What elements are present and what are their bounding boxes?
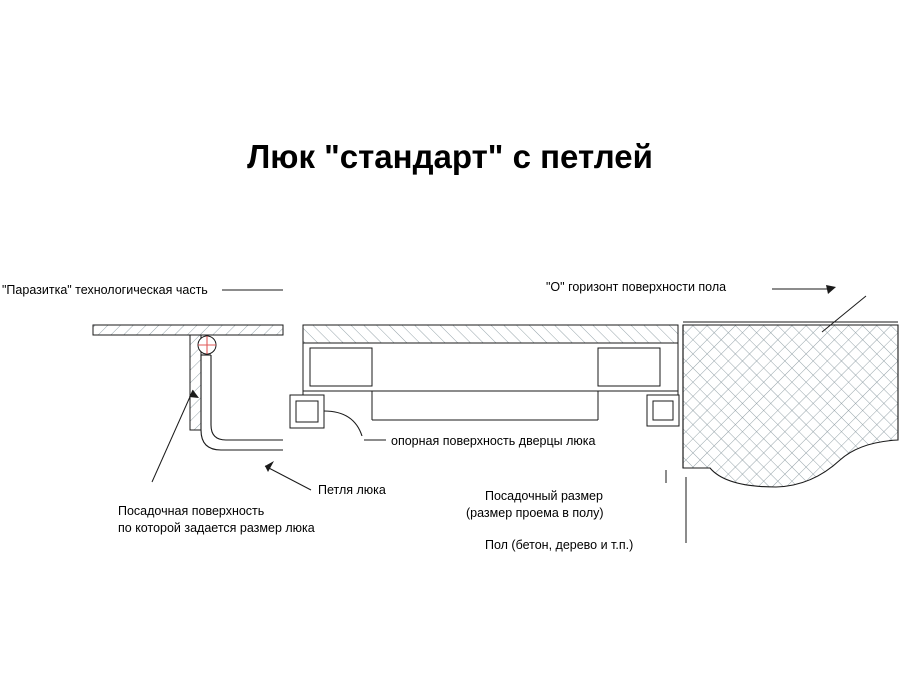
- label-seat-size-line1: Посадочный размер: [485, 489, 603, 503]
- label-seat-size-line2: (размер проема в полу): [466, 506, 604, 520]
- page-title: Люк "стандарт" с петлей: [247, 138, 653, 175]
- label-hinge: Петля люка: [318, 483, 386, 497]
- label-parasite: "Паразитка" технологическая часть: [2, 283, 208, 297]
- label-seat-surface-line2: по которой задается размер люка: [118, 521, 315, 535]
- label-floor-horizon: "О" горизонт поверхности пола: [546, 280, 727, 294]
- hatch-lid: [303, 325, 678, 420]
- label-support-surface: опорная поверхность дверцы люка: [391, 434, 596, 448]
- label-seat-surface-line1: Посадочная поверхность: [118, 504, 265, 518]
- label-floor-material: Пол (бетон, дерево и т.п.): [485, 538, 634, 552]
- hinge-pivot: [198, 336, 216, 354]
- technological-plate: [93, 325, 283, 335]
- floor-slab: [683, 325, 898, 487]
